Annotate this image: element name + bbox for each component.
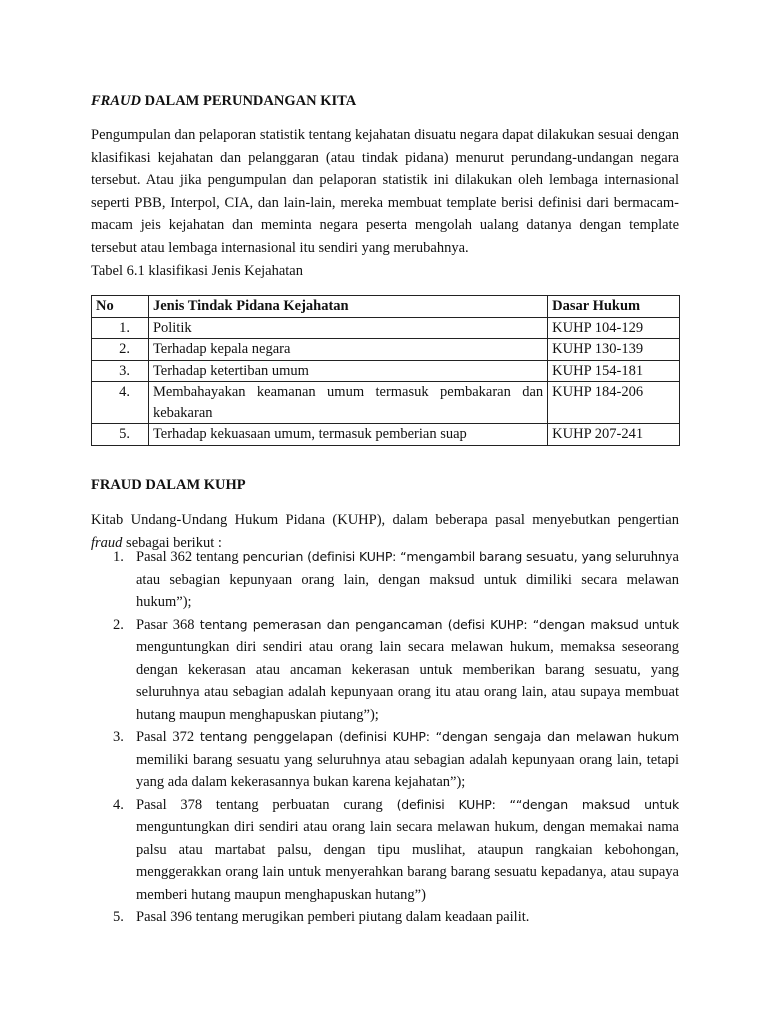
list-item-lead: Pasal 396 tentang merugikan pemberi piutang dalam keadaan pailit. (136, 909, 530, 925)
list-item-lead: Pasar 368 (136, 616, 200, 633)
header-no: No (92, 296, 149, 318)
list-item-narrow-text: pencurian (definisi KUHP: “mengambil barang sesuatu, yang (242, 549, 612, 564)
list-item-rest: menguntungkan diri sendiri atau orang lain secara melawan hukum, memaksa seseorang dengan kekerasan atau ancaman kekerasan untuk memberikan barang sesuatu, yang seluruhnya atau sebagian adalah kepunyaan orang itu atau orang lain, atau supaya membuat hutang maupun menghapuskan piutang”); (136, 639, 679, 723)
cell-jenis: Terhadap kekuasaan umum, termasuk pemberian suap (148, 424, 547, 446)
list-item-lead: Pasal 378 tentang perbuatan curang (136, 796, 397, 813)
header-dasar: Dasar Hukum (548, 296, 680, 318)
list-item-number: 5. (113, 909, 124, 925)
intro-text-before: Kitab Undang-Undang Hukum Pidana (KUHP), dalam beberapa pasal menyebutkan pengertian (91, 512, 679, 528)
cell-dasar: KUHP 130-139 (548, 339, 680, 361)
classification-table (91, 295, 680, 446)
cell-dasar: KUHP 207-241 (548, 424, 680, 446)
section-title-kuhp: FRAUD DALAM KUHP (91, 477, 246, 493)
cell-dasar: KUHP 154-181 (548, 360, 680, 382)
cell-no: 4. (92, 382, 149, 424)
table-header-row (92, 296, 680, 318)
cell-no: 1. (92, 317, 149, 339)
list-item-rest: seluruhnya atau sebagian kepunyaan orang lain, dengan maksud untuk dimiliki secara melawan hukum”); (136, 549, 679, 610)
list-item-number: 2. (113, 616, 124, 633)
list-item (91, 546, 679, 614)
list-item-narrow-text: tentang penggelapan (definisi KUHP: “dengan sengaja dan melawan hukum (199, 729, 680, 744)
table-row (92, 339, 680, 361)
list-item-narrow-text: tentang pemerasan dan pengancaman (defisi KUHP: “dengan maksud untuk (199, 616, 679, 632)
list-item-number: 3. (113, 729, 124, 745)
list-item-rest: menguntungkan diri sendiri atau orang lain secara melawan hukum, dengan memakai nama palsu atau martabat palsu, dengan tipu muslihat, ataupun rangkaian kebohongan, menggerakkan orang lain untuk menyerahkan barang barang sesuatu kepadanya, atau supaya memberi hutang maupun menghapuskan hutang”) (136, 819, 679, 903)
cell-no: 5. (92, 424, 149, 446)
table-row (92, 424, 680, 446)
list-item-rest: memiliki barang sesuatu yang seluruhnya atau sebagian adalah kepunyaan orang lain, tetapi yang ada dalam kekerasannya bukan karena kejahatan”); (136, 751, 679, 790)
intro-paragraph: Pengumpulan dan pelaporan statistik tentang kejahatan disuatu negara dapat dilakukan sesuai dengan klasifikasi kejahatan dan pelanggaran (atau tindak pidana) menurut perundang-undangan negara tersebut. Atau jika pengumpulan dan pelaporan statistik ini dilakukan oleh lembaga internasional seperti PBB, Interpol, CIA, dan lain-lain, mereka membuat template berisi definisi dari bermacam-macam jeis kejahatan dan meminta negara peserta mengolah ualang datanya dengan template tersebut atau lembaga internasional itu sendiri yang merubahnya. (91, 127, 679, 256)
title-rest: DALAM PERUNDANGAN KITA (140, 93, 357, 109)
list-item (91, 794, 679, 907)
cell-jenis: Politik (148, 317, 547, 339)
table-row (92, 317, 680, 339)
title-italic-fraud: FRAUD (91, 93, 141, 109)
cell-no: 2. (92, 339, 149, 361)
list-item (91, 726, 679, 794)
list-item (91, 906, 679, 929)
list-item-number: 4. (113, 796, 124, 813)
list-item-narrow-text: (definisi KUHP: ““dengan maksud untuk (396, 796, 679, 812)
intro-italic-fraud: fraud (91, 534, 123, 551)
cell-jenis: Membahayakan keamanan umum termasuk pembakaran dan kebakaran (148, 382, 547, 424)
cell-jenis: Terhadap ketertiban umum (148, 360, 547, 382)
intro-text-after: sebagai berikut : (122, 534, 222, 551)
list-item-lead: Pasal 372 (136, 729, 200, 745)
list-item (91, 614, 679, 727)
table-row (92, 360, 680, 382)
header-jenis: Jenis Tindak Pidana Kejahatan (148, 296, 547, 318)
section-title-perundangan (91, 93, 356, 110)
cell-jenis: Terhadap kepala negara (148, 339, 547, 361)
table-row (92, 382, 680, 424)
list-item-lead: Pasal 362 tentang (136, 549, 243, 565)
cell-dasar: KUHP 184-206 (548, 382, 680, 424)
cell-dasar: KUHP 104-129 (548, 317, 680, 339)
cell-no: 3. (92, 360, 149, 382)
list-item-number: 1. (113, 549, 124, 565)
kuhp-article-list (91, 546, 679, 929)
table-caption: Tabel 6.1 klasifikasi Jenis Kejahatan (91, 263, 303, 279)
